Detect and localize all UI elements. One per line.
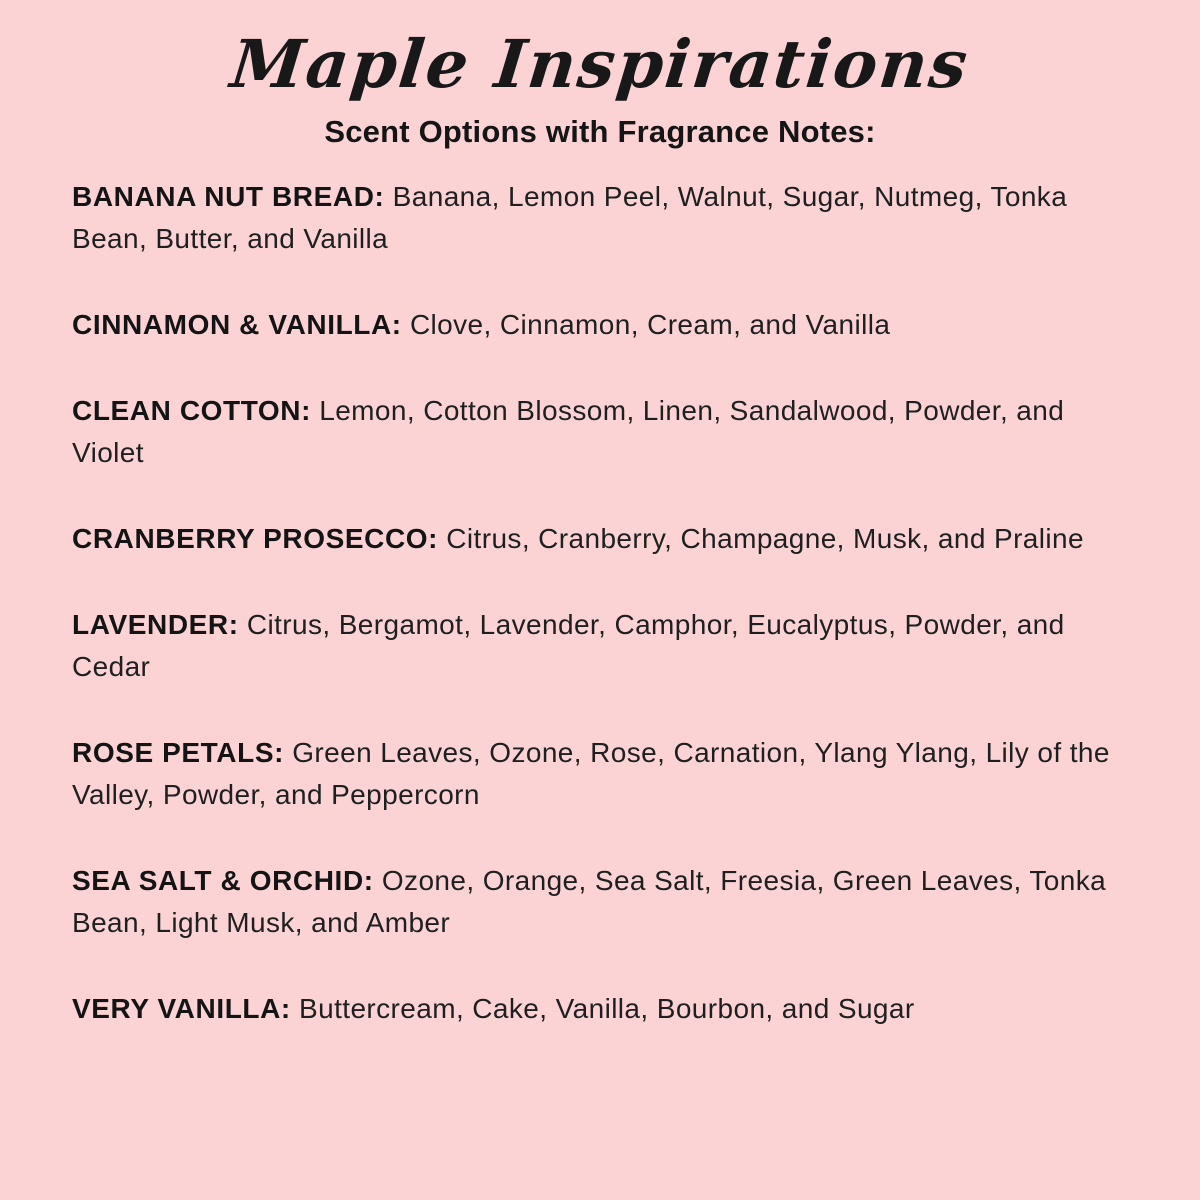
scent-notes: Citrus, Cranberry, Champagne, Musk, and Praline bbox=[446, 523, 1084, 554]
scent-name: CINNAMON & VANILLA: bbox=[72, 309, 402, 340]
scent-item bbox=[72, 604, 1128, 688]
scent-item bbox=[72, 176, 1128, 260]
scent-notes: Clove, Cinnamon, Cream, and Vanilla bbox=[409, 309, 891, 340]
scent-notes: Green Leaves, Ozone, Rose, Carnation, Ylang Ylang, Lily of the Valley, Powder, and Peppercorn bbox=[72, 737, 1110, 810]
page-subtitle: Scent Options with Fragrance Notes: bbox=[324, 114, 876, 149]
scent-notes: Citrus, Bergamot, Lavender, Camphor, Eucalyptus, Powder, and Cedar bbox=[72, 609, 1065, 682]
scent-item bbox=[72, 860, 1128, 944]
scent-name: BANANA NUT BREAD: bbox=[72, 181, 385, 212]
scent-item bbox=[72, 732, 1128, 816]
scent-name: SEA SALT & ORCHID: bbox=[72, 865, 374, 896]
scent-item bbox=[72, 304, 1128, 346]
scent-notes: Buttercream, Cake, Vanilla, Bourbon, and Sugar bbox=[299, 993, 915, 1024]
scent-item bbox=[72, 518, 1128, 560]
scent-name: CLEAN COTTON: bbox=[72, 395, 312, 426]
scent-name: CRANBERRY PROSECCO: bbox=[72, 523, 439, 554]
brand-title: Maple Inspirations bbox=[227, 25, 973, 103]
scent-item bbox=[72, 390, 1128, 474]
scent-notes: Banana, Lemon Peel, Walnut, Sugar, Nutmeg, Tonka Bean, Butter, and Vanilla bbox=[72, 181, 1068, 254]
scent-item bbox=[72, 988, 1128, 1030]
scent-name: VERY VANILLA: bbox=[72, 993, 291, 1024]
scent-list bbox=[72, 176, 1128, 1030]
scent-notes: Lemon, Cotton Blossom, Linen, Sandalwood, Powder, and Violet bbox=[72, 395, 1065, 468]
scent-notes: Ozone, Orange, Sea Salt, Freesia, Green Leaves, Tonka Bean, Light Musk, and Amber bbox=[72, 865, 1107, 938]
scent-name: ROSE PETALS: bbox=[72, 737, 285, 768]
scent-name: LAVENDER: bbox=[72, 609, 239, 640]
